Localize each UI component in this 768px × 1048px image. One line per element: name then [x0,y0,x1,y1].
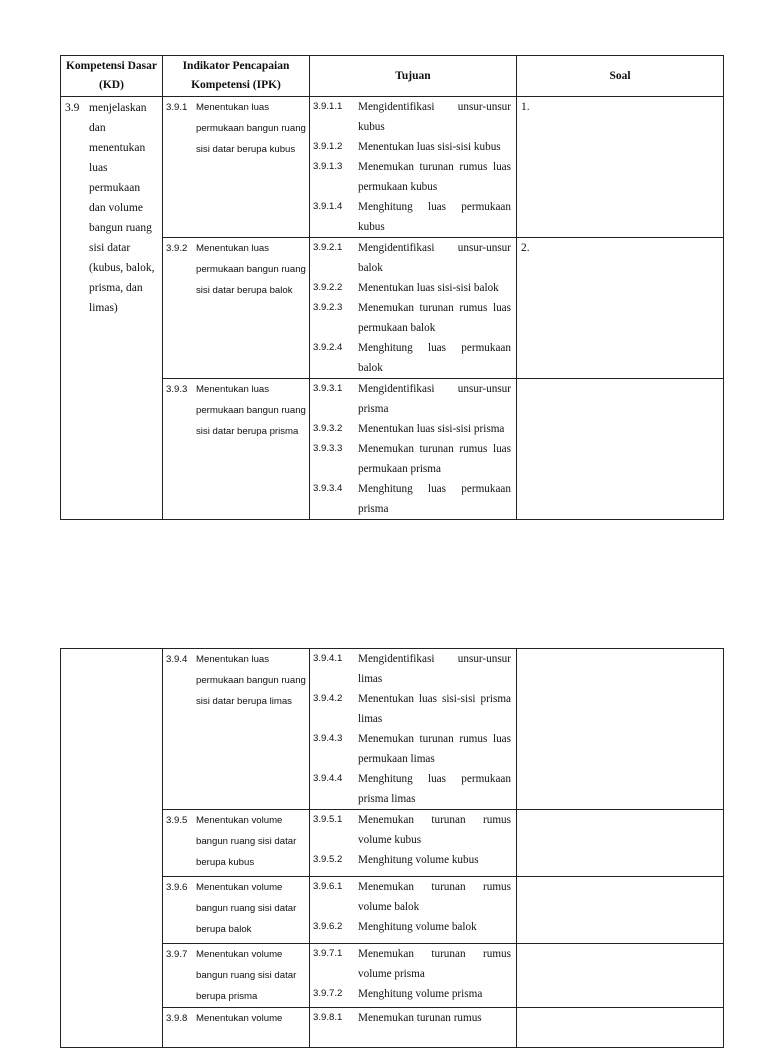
tujuan-cell [310,810,517,877]
header-soal: Soal [517,56,724,97]
goal-item [310,379,516,419]
goal-number: 3.9.1.4 [313,201,343,212]
goal-number: 3.9.1.2 [313,141,343,152]
goal-text: Menemukan turunan rumus [358,1012,482,1024]
goal-number: 3.9.2.3 [313,302,343,313]
goal-item [310,810,516,850]
goal-text: Menemukan turunan rumus volume kubus [358,814,511,846]
goal-item [310,877,516,917]
ipk-text: Menentukan luas permukaan bangun ruang sisi datar berupa kubus [196,102,306,155]
ipk-cell [163,379,310,520]
header-tujuan: Tujuan [310,56,517,97]
ipk-cell [163,944,310,1008]
tujuan-cell [310,649,517,810]
goal-number: 3.9.6.2 [313,921,343,932]
ipk-text: Menentukan luas permukaan bangun ruang sisi datar berupa balok [196,243,306,296]
goal-item [310,419,516,439]
ipk-number: 3.9.3 [166,384,188,395]
header-row [61,56,724,97]
goal-item [310,298,516,338]
goal-text: Menemukan turunan rumus luas permukaan prisma [358,443,511,475]
ipk-number: 3.9.5 [166,815,188,826]
goal-item [310,917,516,937]
goal-number: 3.9.4.1 [313,653,343,664]
tujuan-cell [310,1008,517,1048]
table-row [61,649,724,810]
tujuan-cell [310,379,517,520]
goal-number: 3.9.6.1 [313,881,343,892]
goal-number: 3.9.7.1 [313,948,343,959]
goal-number: 3.9.3.1 [313,383,343,394]
goal-text: Menemukan turunan rumus luas permukaan kubus [358,161,511,193]
goal-text: Menghitung volume prisma [358,988,483,1000]
competency-table-part-2 [60,648,724,1048]
goal-item [310,479,516,519]
goal-item [310,1008,516,1028]
goal-item [310,338,516,378]
header-kd: Kompetensi Dasar (KD) [61,56,163,97]
goal-number: 3.9.4.3 [313,733,343,744]
tujuan-cell [310,877,517,944]
goal-text: Menghitung volume balok [358,921,477,933]
goal-text: Menghitung luas permukaan kubus [358,201,511,233]
ipk-number: 3.9.4 [166,654,188,665]
soal-cell [517,238,724,379]
ipk-cell [163,649,310,810]
goal-text: Menentukan luas sisi-sisi prisma limas [358,693,511,725]
goal-text: Menghitung luas permukaan prisma [358,483,511,515]
goal-number: 3.9.3.2 [313,423,343,434]
goal-text: Mengidentifikasi unsur-unsur balok [358,242,511,274]
goal-item [310,649,516,689]
goal-item [310,729,516,769]
ipk-text: Menentukan volume [196,1013,283,1024]
ipk-number: 3.9.6 [166,882,188,893]
goal-number: 3.9.4.2 [313,693,343,704]
soal-text: 2. [521,242,530,254]
goal-text: Menghitung luas permukaan prisma limas [358,773,511,805]
competency-table-part-1 [60,55,724,520]
goal-text: Menghitung volume kubus [358,854,479,866]
kd-cell-empty [61,649,163,1048]
goal-item [310,238,516,278]
goal-text: Menemukan turunan rumus volume prisma [358,948,511,980]
goal-number: 3.9.1.1 [313,101,343,112]
soal-cell [517,649,724,810]
tujuan-cell [310,238,517,379]
header-ipk: Indikator Pencapaian Kompetensi (IPK) [163,56,310,97]
goal-number: 3.9.5.2 [313,854,343,865]
goal-number: 3.9.3.3 [313,443,343,454]
goal-item [310,278,516,298]
goal-number: 3.9.4.4 [313,773,343,784]
goal-item [310,157,516,197]
goal-item [310,944,516,984]
ipk-text: Menentukan luas permukaan bangun ruang sisi datar berupa limas [196,654,306,707]
goal-item [310,984,516,1004]
soal-cell [517,877,724,944]
tujuan-cell [310,944,517,1008]
ipk-number: 3.9.8 [166,1013,188,1024]
goal-item [310,689,516,729]
ipk-number: 3.9.2 [166,243,188,254]
goal-number: 3.9.8.1 [313,1012,343,1023]
soal-cell [517,1008,724,1048]
ipk-cell [163,877,310,944]
goal-text: Menemukan turunan rumus volume balok [358,881,511,913]
goal-text: Menghitung luas permukaan balok [358,342,511,374]
ipk-text: Menentukan volume bangun ruang sisi datar berupa prisma [196,949,297,1002]
ipk-cell [163,238,310,379]
kd-cell [61,97,163,520]
goal-text: Menentukan luas sisi-sisi kubus [358,141,501,153]
ipk-cell [163,97,310,238]
ipk-cell [163,810,310,877]
goal-number: 3.9.3.4 [313,483,343,494]
goal-item [310,197,516,237]
soal-cell [517,810,724,877]
ipk-cell [163,1008,310,1048]
table-row [61,97,724,238]
goal-text: Menemukan turunan rumus luas permukaan balok [358,302,511,334]
kd-text: menjelaskan dan menentukan luas permukaan dan volume bangun ruang sisi datar (kubus, balok, prisma, dan limas) [89,102,155,314]
soal-cell [517,97,724,238]
ipk-text: Menentukan luas permukaan bangun ruang sisi datar berupa prisma [196,384,306,437]
goal-text: Mengidentifikasi unsur-unsur kubus [358,101,511,133]
goal-number: 3.9.2.4 [313,342,343,353]
goal-number: 3.9.2.1 [313,242,343,253]
goal-number: 3.9.1.3 [313,161,343,172]
goal-number: 3.9.7.2 [313,988,343,999]
goal-item [310,439,516,479]
goal-item [310,137,516,157]
kd-number: 3.9 [65,102,80,114]
ipk-text: Menentukan volume bangun ruang sisi datar berupa kubus [196,815,297,868]
soal-cell [517,944,724,1008]
soal-cell [517,379,724,520]
goal-text: Menentukan luas sisi-sisi prisma [358,423,505,435]
ipk-text: Menentukan volume bangun ruang sisi datar berupa balok [196,882,297,935]
tujuan-cell [310,97,517,238]
goal-number: 3.9.5.1 [313,814,343,825]
goal-text: Menemukan turunan rumus luas permukaan limas [358,733,511,765]
goal-item [310,97,516,137]
ipk-number: 3.9.1 [166,102,188,113]
soal-text: 1. [521,101,530,113]
goal-item [310,769,516,809]
goal-text: Mengidentifikasi unsur-unsur limas [358,653,511,685]
goal-item [310,850,516,870]
goal-text: Mengidentifikasi unsur-unsur prisma [358,383,511,415]
ipk-number: 3.9.7 [166,949,188,960]
goal-text: Menentukan luas sisi-sisi balok [358,282,499,294]
goal-number: 3.9.2.2 [313,282,343,293]
